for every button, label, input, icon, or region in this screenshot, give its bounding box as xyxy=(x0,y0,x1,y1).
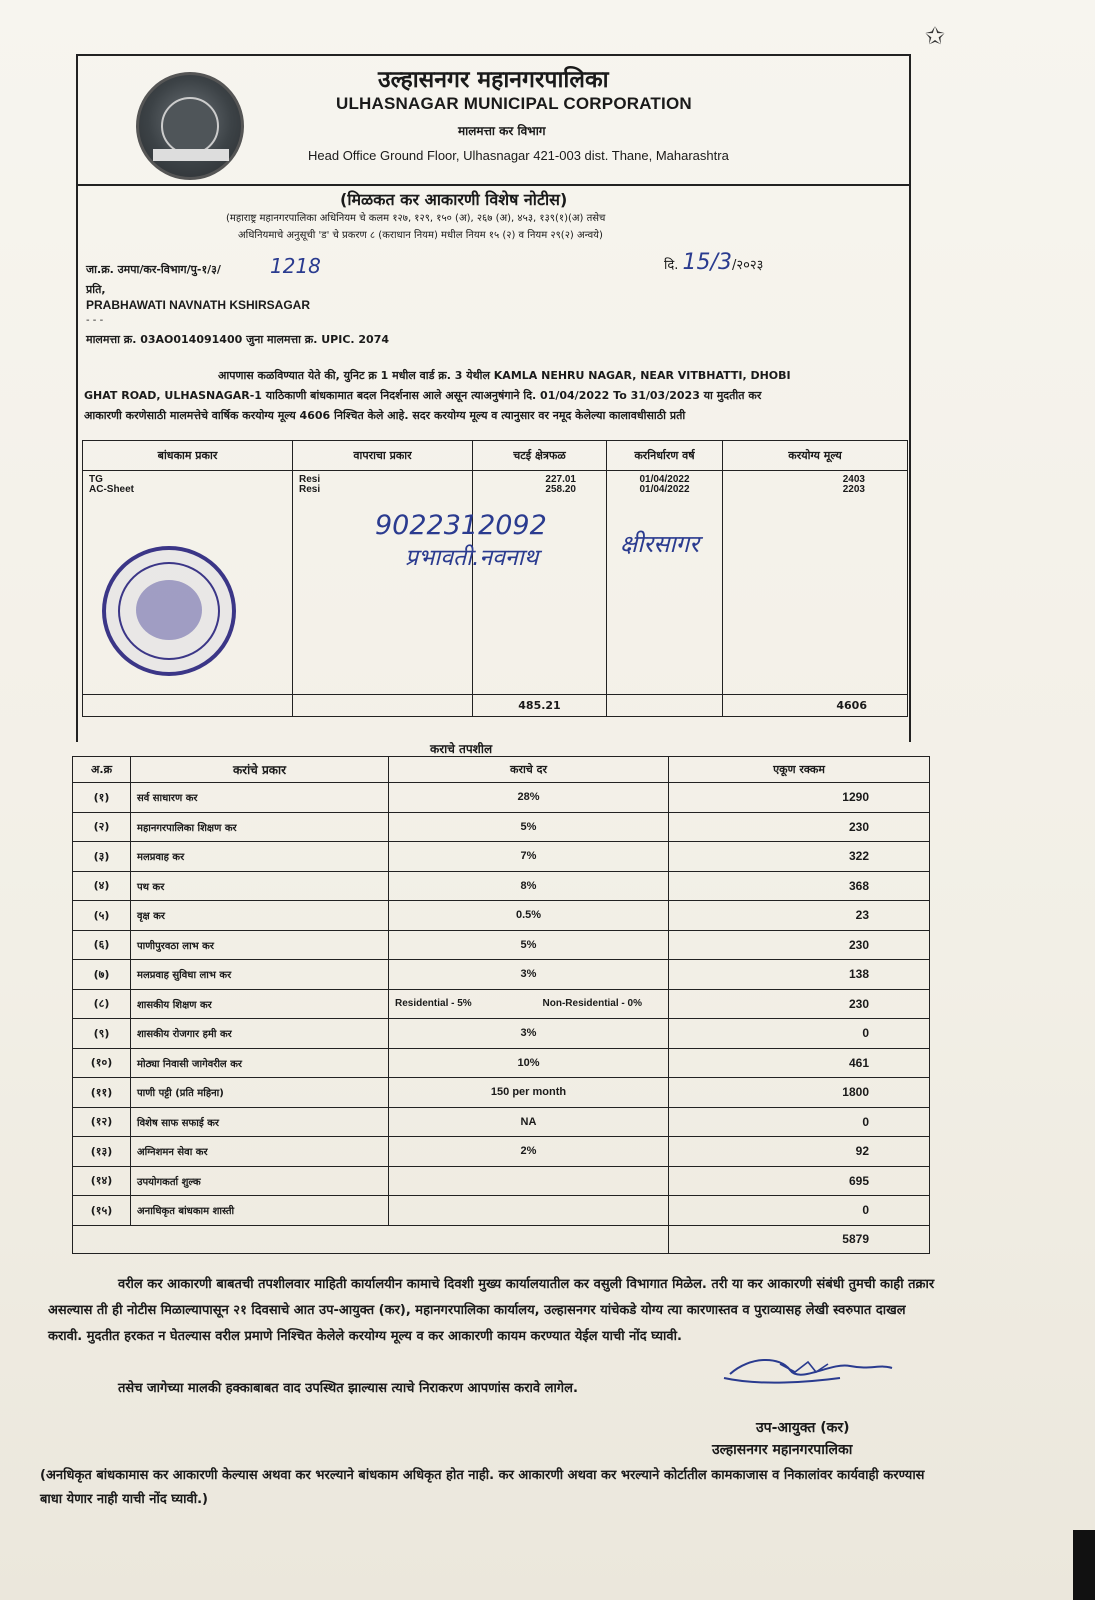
tax-type: पाणीपुरवठा लाभ कर xyxy=(131,930,389,960)
reference-label: जा.क्र. उमपा/कर-विभाग/पु-१/३/ xyxy=(86,263,221,276)
tax-rate: 3% xyxy=(389,960,669,990)
tax-type: पथ कर xyxy=(131,871,389,901)
tax-serial: (७) xyxy=(73,960,131,990)
tax-serial: (२) xyxy=(73,812,131,842)
tax-amount: 1800 xyxy=(669,1078,930,1108)
tax-row xyxy=(73,1019,930,1049)
tax-row xyxy=(73,1078,930,1108)
tax-type: मोठ्या निवासी जागेवरील कर xyxy=(131,1048,389,1078)
tax-rate: 28% xyxy=(389,783,669,813)
tax-rate: 0.5% xyxy=(389,901,669,931)
owner-name: PRABHAWATI NAVNATH KSHIRSAGAR xyxy=(86,298,310,312)
corporation-emblem-icon xyxy=(136,72,244,180)
tax-type: सर्व साधारण कर xyxy=(131,783,389,813)
tax-row xyxy=(73,1196,930,1226)
notice-title: (मिळकत कर आकारणी विशेष नोटीस) xyxy=(340,190,568,209)
tax-serial: (१) xyxy=(73,783,131,813)
tax-row xyxy=(73,871,930,901)
tax-type: महानगरपालिका शिक्षण कर xyxy=(131,812,389,842)
total-area: 485.21 xyxy=(473,695,607,717)
footer-paragraph-2: तसेच जागेच्या मालकी हक्काबाबत वाद उपस्थित झाल्यास त्याचे निराकरण आपणांस करावे लागेल. xyxy=(118,1381,578,1396)
col-total-amount: एकूण रक्कम xyxy=(669,757,930,783)
tax-details-heading: कराचे तपशील xyxy=(430,742,493,756)
tax-amount: 461 xyxy=(669,1048,930,1078)
tax-type: विशेष साफ सफाई कर xyxy=(131,1107,389,1137)
office-address: Head Office Ground Floor, Ulhasnagar 421-003 dist. Thane, Maharashtra xyxy=(308,148,729,163)
tax-row xyxy=(73,1107,930,1137)
date-handwritten: 15/3 xyxy=(682,250,732,275)
tax-amount: 0 xyxy=(669,1107,930,1137)
tax-rate: 150 per month xyxy=(389,1078,669,1108)
tax-row xyxy=(73,1048,930,1078)
tax-serial: (१२) xyxy=(73,1107,131,1137)
tax-type: पाणी पट्टी (प्रति महिना) xyxy=(131,1078,389,1108)
tax-row xyxy=(73,1166,930,1196)
tax-serial: (१३) xyxy=(73,1137,131,1167)
handwritten-phone: 9022312092 xyxy=(375,510,547,541)
footer-paragraph-1: वरील कर आकारणी बाबतची तपशीलवार माहिती कार्यालयीन कामाचे दिवशी मुख्य कार्यालयातील कर वसुली विभागात मिळेल. तरी या कर आकारणी संबंधी तुमची काही तक्रार असल्यास ती ही नोटीस मिळाल्यापासून २१ दिवसाचे आत उप-आयुक्त (कर), महानगरपालिका कार्यालय, उल्हासनगर यांचेकडे योग्य त्या कारणास्तव व पुराव्यासह लेखी स्वरुपात दाखल करावी. मुदतीत हरकत न घेतल्यास वरील प्रमाणे निश्चित केलेले करयोग्य मूल्य व कर आकारणी कायम करण्यात येईल याची नोंद घ्यावी. xyxy=(48,1277,935,1344)
residential-rate: Residential - 5% xyxy=(395,998,472,1010)
tax-amount: 23 xyxy=(669,901,930,931)
scan-edge xyxy=(1073,1530,1095,1600)
tax-rate: 3% xyxy=(389,1019,669,1049)
usage-cell: Resi Resi xyxy=(293,471,473,695)
tax-details-table xyxy=(72,756,930,1254)
tax-type: शासकीय शिक्षण कर xyxy=(131,989,389,1019)
col-assessment-year: करनिर्धारण वर्ष xyxy=(607,441,723,471)
tax-rows xyxy=(73,783,930,1226)
notice-paragraph-line-3: आकारणी करणेसाठी मालमत्तेचे वार्षिक करयोग्य मूल्य 4606 निश्चित केले आहे. सदर करयोग्य मूल्य व त्यानुसार वर नमूद केलेल्या कालावधीसाठी प्रती xyxy=(84,409,686,422)
total-taxable-value: 4606 xyxy=(723,695,908,717)
notice-legal-ref-1: (महाराष्ट्र महानगरपालिका अधिनियम चे कलम १२७, १२९, १५० (अ), २६७ (अ), ४५३, १३९(१)(अ) तसेच xyxy=(226,213,606,224)
date-year: /२०२३ xyxy=(731,258,764,273)
notice-paragraph-line-1: आपणास कळविण्यात येते की, युनिट क्र 1 मधील वार्ड क्र. 3 येथील KAMLA NEHRU NAGAR, NEAR VITBHATTI, DHOBI xyxy=(218,369,791,382)
tax-grand-total: 5879 xyxy=(669,1225,930,1253)
date-label: दि. xyxy=(664,258,679,273)
tax-type: मलप्रवाह सुविधा लाभ कर xyxy=(131,960,389,990)
construction-cell: TG AC-Sheet xyxy=(83,471,293,695)
col-serial: अ.क्र xyxy=(73,757,131,783)
tax-amount: 230 xyxy=(669,812,930,842)
tax-row xyxy=(73,930,930,960)
handwritten-name-2: क्षीरसागर xyxy=(620,530,700,558)
value-cell: 2403 2203 xyxy=(723,471,908,695)
tax-amount: 695 xyxy=(669,1166,930,1196)
tax-rate xyxy=(389,1196,669,1226)
tax-serial: (४) xyxy=(73,871,131,901)
col-tax-rate: कराचे दर xyxy=(389,757,669,783)
non-residential-rate: Non-Residential - 0% xyxy=(542,998,642,1010)
tax-row xyxy=(73,783,930,813)
tax-type: शासकीय रोजगार हमी कर xyxy=(131,1019,389,1049)
handwritten-name-1: प्रभावती.नवनाथ xyxy=(405,545,539,571)
tax-serial: (९) xyxy=(73,1019,131,1049)
tax-amount: 230 xyxy=(669,989,930,1019)
tax-rate xyxy=(389,989,669,1019)
disclaimer-note: (अनधिकृत बांधकामास कर आकारणी केल्यास अथवा कर भरल्याने बांधकाम अधिकृत होत नाही. कर आकारणी अथवा कर भरल्याने कोर्टातील कामकाजास व निकालांवर कार्यवाही करण्यास बाधा येणार नाही याची नोंद घ्यावी.) xyxy=(40,1468,925,1507)
to-label: प्रति, xyxy=(86,283,106,296)
col-construction-type: बांधकाम प्रकार xyxy=(83,441,293,471)
tax-row xyxy=(73,960,930,990)
tax-serial: (१४) xyxy=(73,1166,131,1196)
dashes: - - - xyxy=(86,315,104,326)
tax-rate: 10% xyxy=(389,1048,669,1078)
tax-rate: 5% xyxy=(389,930,669,960)
corporation-seal-stamp-icon xyxy=(102,546,236,676)
corporation-name-marathi: उल्हासनगर महानगरपालिका xyxy=(378,66,609,93)
tax-serial: (१०) xyxy=(73,1048,131,1078)
property-number-line: मालमत्ता क्र. 03AO014091400 जुना मालमत्ता क्र. UPIC. 2074 xyxy=(86,333,390,346)
tax-serial: (१५) xyxy=(73,1196,131,1226)
letterhead xyxy=(76,54,911,186)
department-name: मालमत्ता कर विभाग xyxy=(458,124,546,138)
signatory-designation: उप-आयुक्त (कर) xyxy=(756,1420,850,1436)
signatory-organization: उल्हासनगर महानगरपालिका xyxy=(712,1442,853,1458)
star-mark-icon: ✩ xyxy=(924,22,945,50)
year-cell: 01/04/2022 01/04/2022 xyxy=(607,471,723,695)
officer-signature xyxy=(720,1352,895,1388)
col-tax-type: करांचे प्रकार xyxy=(131,757,389,783)
tax-type: मलप्रवाह कर xyxy=(131,842,389,872)
tax-serial: (५) xyxy=(73,901,131,931)
tax-rate: 7% xyxy=(389,842,669,872)
col-carpet-area: चटई क्षेत्रफळ xyxy=(473,441,607,471)
tax-amount: 368 xyxy=(669,871,930,901)
tax-row xyxy=(73,989,930,1019)
notice-legal-ref-2: अधिनियमाचे अनुसूची 'ड' चे प्रकरण ८ (कराधान नियम) मधील नियम १५ (२) व नियम २९(२) अन्वये) xyxy=(238,230,603,241)
tax-type: उपयोगकर्ता शुल्क xyxy=(131,1166,389,1196)
tax-rate: 5% xyxy=(389,812,669,842)
reference-number: 1218 xyxy=(270,254,321,278)
tax-row xyxy=(73,1137,930,1167)
tax-row xyxy=(73,812,930,842)
tax-rate: NA xyxy=(389,1107,669,1137)
tax-amount: 322 xyxy=(669,842,930,872)
tax-amount: 138 xyxy=(669,960,930,990)
col-taxable-value: करयोग्य मूल्य xyxy=(723,441,908,471)
tax-row xyxy=(73,901,930,931)
col-usage-type: वापराचा प्रकार xyxy=(293,441,473,471)
tax-rate: 2% xyxy=(389,1137,669,1167)
tax-rate: 8% xyxy=(389,871,669,901)
tax-amount: 0 xyxy=(669,1196,930,1226)
notice-paragraph-line-2: GHAT ROAD, ULHASNAGAR-1 याठिकाणी बांधकामात बदल निदर्शनास आले असून त्याअनुषंगाने दि. 01/04/2022 To 31/03/2023 या मुदतीत कर xyxy=(84,389,762,402)
tax-type: अनाधिकृत बांधकाम शास्ती xyxy=(131,1196,389,1226)
area-cell: 227.01 258.20 xyxy=(473,471,607,695)
tax-serial: (३) xyxy=(73,842,131,872)
tax-amount: 1290 xyxy=(669,783,930,813)
tax-amount: 230 xyxy=(669,930,930,960)
tax-serial: (११) xyxy=(73,1078,131,1108)
tax-serial: (६) xyxy=(73,930,131,960)
tax-type: वृक्ष कर xyxy=(131,901,389,931)
notice-date xyxy=(664,250,763,275)
tax-row xyxy=(73,842,930,872)
tax-serial: (८) xyxy=(73,989,131,1019)
tax-amount: 0 xyxy=(669,1019,930,1049)
tax-amount: 92 xyxy=(669,1137,930,1167)
tax-rate xyxy=(389,1166,669,1196)
corporation-name-english: ULHASNAGAR MUNICIPAL CORPORATION xyxy=(336,94,692,113)
tax-type: अग्निशमन सेवा कर xyxy=(131,1137,389,1167)
